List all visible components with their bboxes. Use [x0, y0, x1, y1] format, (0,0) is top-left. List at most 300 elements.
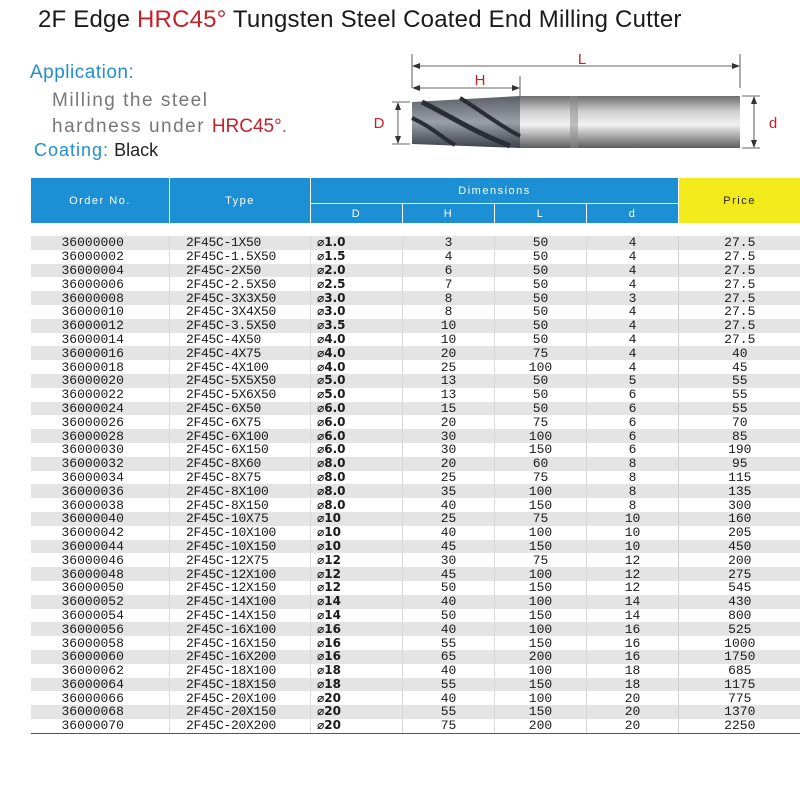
application-label: Application:	[30, 62, 135, 83]
table-row	[31, 277, 800, 291]
type-cell: 2F45C-4X75	[170, 346, 311, 360]
table-row	[31, 250, 800, 264]
diameter-cell: ⌀3.5	[311, 319, 403, 333]
overall-length-cell: 100	[495, 595, 587, 609]
shank-diameter-cell: 16	[587, 636, 679, 650]
type-cell: 2F45C-10X75	[170, 512, 311, 526]
type-cell: 2F45C-16X200	[170, 650, 311, 664]
diameter-cell: ⌀3.0	[311, 291, 403, 305]
page-title	[38, 6, 682, 34]
header-dimensions: Dimensions	[311, 178, 679, 204]
type-cell: 2F45C-10X150	[170, 540, 311, 554]
type-cell: 2F45C-4X50	[170, 333, 311, 347]
table-spacer-row	[31, 224, 800, 237]
shank-diameter-cell: 4	[587, 264, 679, 278]
order-no-cell: 36000038	[31, 498, 170, 512]
overall-length-cell: 100	[495, 567, 587, 581]
table-row	[31, 333, 800, 347]
type-cell: 2F45C-2X50	[170, 264, 311, 278]
order-no-cell: 36000070	[31, 719, 170, 733]
spacer-cell	[170, 224, 311, 237]
flute-length-cell: 25	[403, 360, 495, 374]
overall-length-cell: 50	[495, 291, 587, 305]
flute-length-cell: 65	[403, 650, 495, 664]
type-cell: 2F45C-1X50	[170, 236, 311, 250]
label-D: D	[373, 115, 385, 132]
diameter-cell: ⌀1.5	[311, 250, 403, 264]
price-cell: 430	[679, 595, 800, 609]
overall-length-cell: 50	[495, 319, 587, 333]
overall-length-cell: 50	[495, 402, 587, 416]
table-row	[31, 581, 800, 595]
spec-table	[30, 177, 800, 734]
overall-length-cell: 50	[495, 333, 587, 347]
order-no-cell: 36000004	[31, 264, 170, 278]
diameter-cell: ⌀16	[311, 622, 403, 636]
type-cell: 2F45C-14X100	[170, 595, 311, 609]
flute-length-cell: 13	[403, 388, 495, 402]
diameter-cell: ⌀4.0	[311, 333, 403, 347]
diameter-cell: ⌀10	[311, 540, 403, 554]
diameter-cell: ⌀20	[311, 691, 403, 705]
price-cell: 1000	[679, 636, 800, 650]
coating-value: Black	[114, 140, 159, 160]
order-no-cell: 36000002	[31, 250, 170, 264]
type-cell: 2F45C-6X100	[170, 429, 311, 443]
order-no-cell: 36000024	[31, 402, 170, 416]
overall-length-cell: 60	[495, 457, 587, 471]
shank-diameter-cell: 3	[587, 291, 679, 305]
diameter-cell: ⌀6.0	[311, 443, 403, 457]
diameter-cell: ⌀5.0	[311, 374, 403, 388]
order-no-cell: 36000006	[31, 277, 170, 291]
order-no-cell: 36000056	[31, 622, 170, 636]
type-cell: 2F45C-12X150	[170, 581, 311, 595]
overall-length-cell: 50	[495, 374, 587, 388]
price-cell: 55	[679, 402, 800, 416]
type-cell: 2F45C-8X60	[170, 457, 311, 471]
application-line-2-end: .	[281, 116, 289, 137]
type-cell: 2F45C-3.5X50	[170, 319, 311, 333]
table-row	[31, 429, 800, 443]
type-cell: 2F45C-18X150	[170, 678, 311, 692]
overall-length-cell: 200	[495, 719, 587, 733]
shank-diameter-cell: 4	[587, 360, 679, 374]
flute-length-cell: 40	[403, 498, 495, 512]
table-row	[31, 526, 800, 540]
table-row	[31, 678, 800, 692]
type-cell: 2F45C-6X75	[170, 415, 311, 429]
diameter-cell: ⌀2.0	[311, 264, 403, 278]
overall-length-cell: 100	[495, 429, 587, 443]
application-line-2	[52, 116, 289, 138]
overall-length-cell: 100	[495, 360, 587, 374]
price-cell: 775	[679, 691, 800, 705]
diameter-cell: ⌀2.5	[311, 277, 403, 291]
flute-length-cell: 15	[403, 402, 495, 416]
flute-length-cell: 8	[403, 305, 495, 319]
overall-length-cell: 200	[495, 650, 587, 664]
price-cell: 450	[679, 540, 800, 554]
overall-length-cell: 150	[495, 636, 587, 650]
label-d: d	[768, 115, 778, 132]
shank-diameter-cell: 6	[587, 429, 679, 443]
type-cell: 2F45C-5X5X50	[170, 374, 311, 388]
price-cell: 525	[679, 622, 800, 636]
order-no-cell: 36000032	[31, 457, 170, 471]
application-line-1: Milling the steel	[52, 90, 209, 111]
order-no-cell: 36000030	[31, 443, 170, 457]
shank-diameter-cell: 14	[587, 609, 679, 623]
type-cell: 2F45C-16X100	[170, 622, 311, 636]
flute-length-cell: 30	[403, 429, 495, 443]
table-row	[31, 705, 800, 719]
shank-diameter-cell: 4	[587, 346, 679, 360]
shank-diameter-cell: 5	[587, 374, 679, 388]
flute-length-cell: 45	[403, 540, 495, 554]
table-row	[31, 650, 800, 664]
overall-length-cell: 50	[495, 236, 587, 250]
diameter-cell: ⌀12	[311, 581, 403, 595]
overall-length-cell: 75	[495, 553, 587, 567]
header-price: Price	[679, 178, 800, 224]
diameter-cell: ⌀6.0	[311, 429, 403, 443]
order-no-cell: 36000010	[31, 305, 170, 319]
spec-table-body	[31, 224, 800, 734]
shank-diameter-cell: 4	[587, 305, 679, 319]
shank-diameter-cell: 6	[587, 443, 679, 457]
order-no-cell: 36000052	[31, 595, 170, 609]
shank-diameter-cell: 10	[587, 512, 679, 526]
diameter-cell: ⌀3.0	[311, 305, 403, 319]
diameter-cell: ⌀6.0	[311, 402, 403, 416]
table-row	[31, 415, 800, 429]
order-no-cell: 36000064	[31, 678, 170, 692]
price-cell: 45	[679, 360, 800, 374]
flute-length-cell: 13	[403, 374, 495, 388]
order-no-cell: 36000016	[31, 346, 170, 360]
price-cell: 27.5	[679, 291, 800, 305]
coating-label: Coating:	[34, 140, 110, 160]
price-cell: 95	[679, 457, 800, 471]
price-cell: 2250	[679, 719, 800, 733]
table-row	[31, 609, 800, 623]
table-row	[31, 512, 800, 526]
shank-diameter-cell: 12	[587, 567, 679, 581]
type-cell: 2F45C-2.5X50	[170, 277, 311, 291]
flute-length-cell: 4	[403, 250, 495, 264]
price-cell: 300	[679, 498, 800, 512]
diameter-cell: ⌀8.0	[311, 484, 403, 498]
overall-length-cell: 150	[495, 609, 587, 623]
overall-length-cell: 150	[495, 498, 587, 512]
flute-length-cell: 10	[403, 319, 495, 333]
title-suffix: Tungsten Steel Coated End Milling Cutter	[226, 6, 682, 33]
diameter-cell: ⌀16	[311, 636, 403, 650]
order-no-cell: 36000058	[31, 636, 170, 650]
flute-length-cell: 20	[403, 346, 495, 360]
title-prefix: 2F Edge	[38, 6, 137, 33]
table-row	[31, 498, 800, 512]
flute-length-cell: 6	[403, 264, 495, 278]
table-row	[31, 402, 800, 416]
diameter-cell: ⌀20	[311, 705, 403, 719]
coating-line	[34, 140, 158, 161]
label-L: L	[577, 51, 587, 68]
shank-diameter-cell: 16	[587, 650, 679, 664]
overall-length-cell: 150	[495, 678, 587, 692]
overall-length-cell: 50	[495, 277, 587, 291]
flute-length-cell: 40	[403, 595, 495, 609]
table-row	[31, 664, 800, 678]
shank-diameter-cell: 4	[587, 333, 679, 347]
order-no-cell: 36000054	[31, 609, 170, 623]
flute-length-cell: 50	[403, 581, 495, 595]
type-cell: 2F45C-20X150	[170, 705, 311, 719]
order-no-cell: 36000040	[31, 512, 170, 526]
shank-diameter-cell: 10	[587, 526, 679, 540]
shank-diameter-cell: 18	[587, 664, 679, 678]
type-cell: 2F45C-5X6X50	[170, 388, 311, 402]
price-cell: 27.5	[679, 250, 800, 264]
flute-length-cell: 55	[403, 705, 495, 719]
shank-diameter-cell: 8	[587, 498, 679, 512]
diameter-cell: ⌀16	[311, 650, 403, 664]
flute-length-cell: 75	[403, 719, 495, 733]
shank-diameter-cell: 6	[587, 402, 679, 416]
spacer-cell	[587, 224, 679, 237]
order-no-cell: 36000008	[31, 291, 170, 305]
price-cell: 200	[679, 553, 800, 567]
type-cell: 2F45C-8X150	[170, 498, 311, 512]
flute-length-cell: 40	[403, 622, 495, 636]
overall-length-cell: 50	[495, 305, 587, 319]
order-no-cell: 36000048	[31, 567, 170, 581]
table-row	[31, 567, 800, 581]
shank-diameter-cell: 18	[587, 678, 679, 692]
order-no-cell: 36000020	[31, 374, 170, 388]
diameter-cell: ⌀18	[311, 664, 403, 678]
price-cell: 27.5	[679, 333, 800, 347]
header-L: L	[495, 204, 587, 224]
shank-diameter-cell: 6	[587, 388, 679, 402]
price-cell: 115	[679, 471, 800, 485]
diameter-cell: ⌀18	[311, 678, 403, 692]
header-type: Type	[170, 178, 311, 224]
overall-length-cell: 150	[495, 705, 587, 719]
overall-length-cell: 50	[495, 264, 587, 278]
shank-diameter-cell: 12	[587, 553, 679, 567]
price-cell: 190	[679, 443, 800, 457]
order-no-cell: 36000068	[31, 705, 170, 719]
table-row	[31, 305, 800, 319]
type-cell: 2F45C-4X100	[170, 360, 311, 374]
title-highlight: HRC45°	[137, 6, 227, 33]
price-cell: 70	[679, 415, 800, 429]
order-no-cell: 36000062	[31, 664, 170, 678]
overall-length-cell: 75	[495, 512, 587, 526]
shank-diameter-cell: 10	[587, 540, 679, 554]
type-cell: 2F45C-1.5X50	[170, 250, 311, 264]
table-row	[31, 236, 800, 250]
diameter-cell: ⌀14	[311, 609, 403, 623]
shank-diameter-cell: 20	[587, 719, 679, 733]
price-cell: 545	[679, 581, 800, 595]
diameter-cell: ⌀12	[311, 553, 403, 567]
overall-length-cell: 75	[495, 471, 587, 485]
shank-diameter-cell: 8	[587, 484, 679, 498]
table-row	[31, 346, 800, 360]
header-d: d	[587, 204, 679, 224]
type-cell: 2F45C-20X200	[170, 719, 311, 733]
overall-length-cell: 100	[495, 691, 587, 705]
table-row	[31, 595, 800, 609]
price-cell: 85	[679, 429, 800, 443]
end-mill-diagram	[360, 46, 800, 176]
overall-length-cell: 150	[495, 581, 587, 595]
diameter-cell: ⌀10	[311, 512, 403, 526]
price-cell: 27.5	[679, 277, 800, 291]
order-no-cell: 36000028	[31, 429, 170, 443]
flute-length-cell: 10	[403, 333, 495, 347]
order-no-cell: 36000042	[31, 526, 170, 540]
spacer-cell	[31, 224, 170, 237]
shank-diameter-cell: 12	[587, 581, 679, 595]
order-no-cell: 36000044	[31, 540, 170, 554]
price-cell: 685	[679, 664, 800, 678]
flute-length-cell: 7	[403, 277, 495, 291]
table-row	[31, 291, 800, 305]
shank-diameter-cell: 14	[587, 595, 679, 609]
price-cell: 1370	[679, 705, 800, 719]
price-cell: 1175	[679, 678, 800, 692]
flute-length-cell: 40	[403, 664, 495, 678]
price-cell: 800	[679, 609, 800, 623]
order-no-cell: 36000060	[31, 650, 170, 664]
diameter-cell: ⌀8.0	[311, 471, 403, 485]
table-row	[31, 471, 800, 485]
flute-length-cell: 20	[403, 457, 495, 471]
overall-length-cell: 50	[495, 388, 587, 402]
overall-length-cell: 100	[495, 526, 587, 540]
type-cell: 2F45C-14X150	[170, 609, 311, 623]
order-no-cell: 36000066	[31, 691, 170, 705]
spacer-cell	[311, 224, 403, 237]
shank-diameter-cell: 8	[587, 471, 679, 485]
price-cell: 55	[679, 388, 800, 402]
spacer-cell	[679, 224, 800, 237]
order-no-cell: 36000046	[31, 553, 170, 567]
flute-length-cell: 30	[403, 443, 495, 457]
flute-length-cell: 35	[403, 484, 495, 498]
price-cell: 205	[679, 526, 800, 540]
type-cell: 2F45C-6X50	[170, 402, 311, 416]
price-cell: 1750	[679, 650, 800, 664]
table-row	[31, 484, 800, 498]
application-highlight: HRC45°	[211, 116, 282, 137]
price-cell: 27.5	[679, 305, 800, 319]
diameter-cell: ⌀8.0	[311, 498, 403, 512]
shank-diameter-cell: 4	[587, 319, 679, 333]
overall-length-cell: 100	[495, 664, 587, 678]
flute-length-cell: 40	[403, 691, 495, 705]
flute-length-cell: 55	[403, 636, 495, 650]
table-row	[31, 540, 800, 554]
flute-length-cell: 20	[403, 415, 495, 429]
application-line-2-text: hardness under	[52, 116, 212, 137]
flute-length-cell: 30	[403, 553, 495, 567]
shank-diameter-cell: 4	[587, 236, 679, 250]
flute-length-cell: 45	[403, 567, 495, 581]
diameter-cell: ⌀4.0	[311, 360, 403, 374]
price-cell: 160	[679, 512, 800, 526]
diameter-cell: ⌀5.0	[311, 388, 403, 402]
overall-length-cell: 150	[495, 540, 587, 554]
price-cell: 27.5	[679, 236, 800, 250]
diameter-cell: ⌀8.0	[311, 457, 403, 471]
table-row	[31, 388, 800, 402]
diameter-cell: ⌀14	[311, 595, 403, 609]
type-cell: 2F45C-16X150	[170, 636, 311, 650]
diameter-cell: ⌀6.0	[311, 415, 403, 429]
shank-diameter-cell: 8	[587, 457, 679, 471]
table-row	[31, 374, 800, 388]
order-no-cell: 36000022	[31, 388, 170, 402]
table-row	[31, 360, 800, 374]
order-no-cell: 36000034	[31, 471, 170, 485]
header-D: D	[311, 204, 403, 224]
price-cell: 135	[679, 484, 800, 498]
shank-diameter-cell: 6	[587, 415, 679, 429]
table-row	[31, 553, 800, 567]
shank-diameter-cell: 16	[587, 622, 679, 636]
type-cell: 2F45C-20X100	[170, 691, 311, 705]
table-row	[31, 691, 800, 705]
diameter-cell: ⌀12	[311, 567, 403, 581]
price-cell: 55	[679, 374, 800, 388]
diameter-cell: ⌀1.0	[311, 236, 403, 250]
flute-length-cell: 3	[403, 236, 495, 250]
table-row	[31, 636, 800, 650]
overall-length-cell: 150	[495, 443, 587, 457]
spacer-cell	[495, 224, 587, 237]
shank-diameter-cell: 20	[587, 691, 679, 705]
order-no-cell: 36000000	[31, 236, 170, 250]
table-row	[31, 457, 800, 471]
overall-length-cell: 100	[495, 622, 587, 636]
table-row	[31, 622, 800, 636]
header-order-no: Order No.	[31, 178, 170, 224]
label-H: H	[474, 72, 486, 89]
order-no-cell: 36000012	[31, 319, 170, 333]
type-cell: 2F45C-12X75	[170, 553, 311, 567]
shank-diameter-cell: 4	[587, 277, 679, 291]
table-row	[31, 443, 800, 457]
diameter-cell: ⌀20	[311, 719, 403, 733]
flute-length-cell: 55	[403, 678, 495, 692]
overall-length-cell: 75	[495, 346, 587, 360]
type-cell: 2F45C-3X4X50	[170, 305, 311, 319]
header-H: H	[403, 204, 495, 224]
order-no-cell: 36000026	[31, 415, 170, 429]
table-row	[31, 719, 800, 733]
order-no-cell: 36000014	[31, 333, 170, 347]
flute-length-cell: 25	[403, 471, 495, 485]
price-cell: 27.5	[679, 264, 800, 278]
flute-length-cell: 40	[403, 526, 495, 540]
flute-length-cell: 50	[403, 609, 495, 623]
overall-length-cell: 100	[495, 484, 587, 498]
